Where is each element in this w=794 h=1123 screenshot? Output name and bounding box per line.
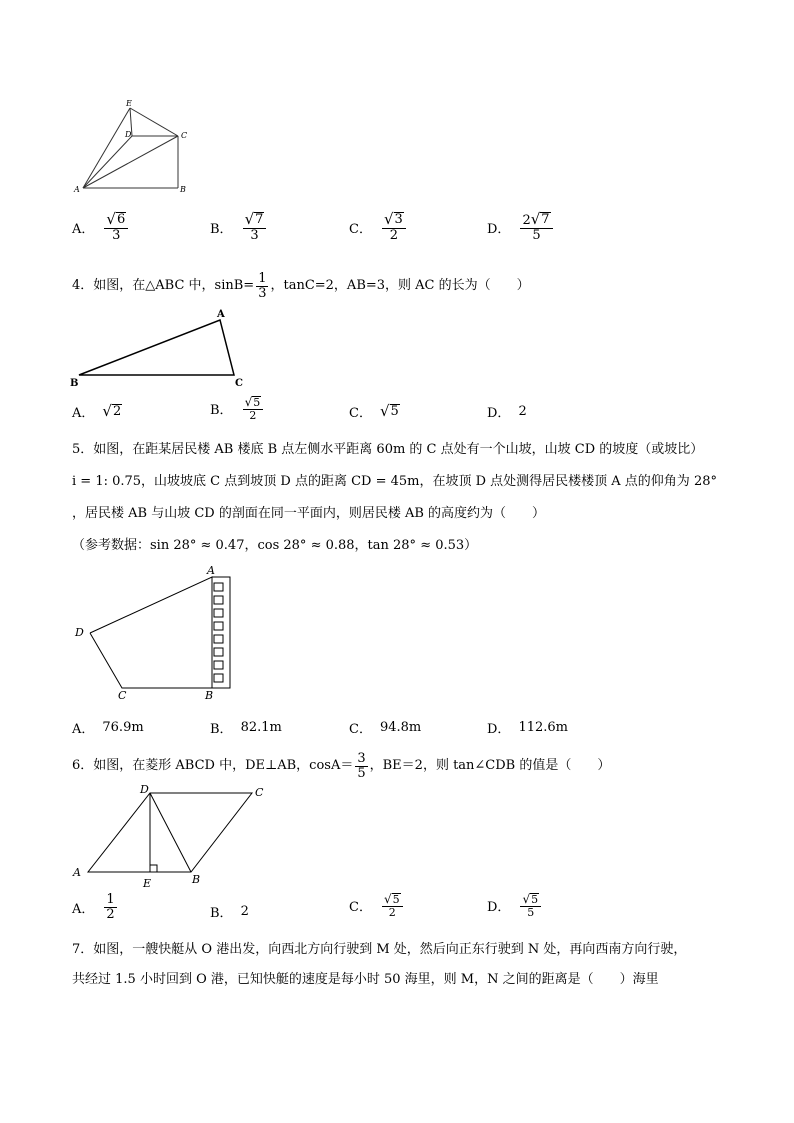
option-letter: D． bbox=[487, 900, 511, 916]
denominator: 3 bbox=[112, 227, 121, 243]
option-value: 76.9m bbox=[102, 720, 144, 735]
radicand: 7 bbox=[541, 212, 550, 227]
option-letter: D． bbox=[487, 406, 511, 421]
label-c: C bbox=[255, 786, 264, 799]
q4-option-d[interactable] bbox=[487, 402, 527, 421]
denominator: 5 bbox=[357, 765, 366, 781]
numerator: 1 bbox=[106, 892, 115, 907]
figure-rhombus bbox=[68, 780, 278, 892]
label-a: A bbox=[207, 564, 215, 577]
q3-option-a[interactable]: A． √ 6 3 bbox=[72, 212, 130, 242]
option-letter: D． bbox=[487, 722, 511, 737]
option-letter: A． bbox=[72, 901, 95, 917]
q7-stem-line2: 共经过 1.5 小时回到 O 港，已知快艇的速度是每小时 50 海里，则 M，N 之间的距离是（ ）海里 bbox=[72, 972, 659, 987]
q5-reference-data: （参考数据：sin 28° ≈ 0.47，cos 28° ≈ 0.88，tan 28° ≈ 0.53） bbox=[72, 538, 478, 553]
radicand: 2 bbox=[112, 403, 122, 419]
radicand: 6 bbox=[116, 212, 126, 227]
q4-stem-part1: 4．如图，在△ABC 中，sinB= bbox=[72, 278, 255, 294]
edge-ac bbox=[83, 136, 178, 188]
radicand: 5 bbox=[253, 396, 261, 409]
denominator: 3 bbox=[258, 285, 267, 301]
q6-option-b[interactable] bbox=[210, 902, 249, 921]
option-letter: C． bbox=[349, 221, 372, 237]
label-b: B bbox=[70, 378, 79, 387]
label-a: A bbox=[74, 185, 80, 194]
q4-option-c[interactable]: C． √ 5 bbox=[349, 401, 399, 421]
figure-pyramid bbox=[70, 98, 195, 196]
q5-stem-line2: i = 1: 0.75，山坡坡底 C 点到坡顶 D 点的距离 CD = 45m，在坡顶 D 点处测得居民楼楼顶 A 点的仰角为 28° bbox=[72, 474, 717, 489]
numerator: 1 bbox=[258, 271, 267, 286]
building bbox=[212, 577, 230, 688]
q4-stem bbox=[72, 272, 530, 300]
label-c: C bbox=[181, 131, 188, 140]
q6-stem bbox=[72, 752, 610, 780]
label-d: D bbox=[140, 783, 149, 796]
option-letter: A． bbox=[72, 221, 95, 237]
option-value: 2 bbox=[518, 404, 527, 419]
q4-option-a[interactable]: A． √ 2 bbox=[72, 401, 122, 421]
q4-stem-part2: ，tanC=2，AB=3，则 AC 的长为（ ） bbox=[270, 278, 530, 294]
denominator: 2 bbox=[388, 906, 396, 920]
q6-option-d[interactable]: D． √ 5 5 bbox=[487, 893, 543, 919]
option-letter: B． bbox=[210, 221, 233, 237]
option-letter: B． bbox=[210, 722, 233, 737]
radicand: 5 bbox=[390, 403, 399, 419]
q6-option-a[interactable] bbox=[72, 893, 119, 921]
radicand: 5 bbox=[531, 893, 539, 906]
label-b: B bbox=[205, 689, 214, 702]
q4-option-b[interactable]: B． √ 5 2 bbox=[210, 396, 265, 422]
denominator: 5 bbox=[532, 227, 541, 243]
q6-stem-part2: ，BE＝2，则 tan∠CDB 的值是（ ） bbox=[369, 758, 611, 774]
denominator: 5 bbox=[527, 906, 535, 920]
denominator: 3 bbox=[250, 227, 259, 243]
q3-option-b[interactable]: B． √ 7 3 bbox=[210, 212, 268, 242]
numerator: 3 bbox=[357, 751, 366, 766]
q5-option-a[interactable] bbox=[72, 718, 144, 737]
q5-option-c[interactable] bbox=[349, 718, 421, 737]
building-windows bbox=[214, 583, 223, 682]
option-value: 82.1m bbox=[240, 720, 282, 735]
q5-stem-line3: ，居民楼 AB 与山坡 CD 的剖面在同一平面内，则居民楼 AB 的高度约为（ ） bbox=[72, 506, 546, 521]
edge-ae bbox=[83, 108, 130, 188]
denominator: 2 bbox=[249, 409, 257, 423]
option-letter: B． bbox=[210, 906, 233, 921]
option-value: 112.6m bbox=[518, 720, 568, 735]
label-d: D bbox=[125, 130, 132, 139]
q5-option-b[interactable] bbox=[210, 718, 282, 737]
q6-option-c[interactable]: C． √ 5 2 bbox=[349, 893, 405, 919]
option-value: 2 bbox=[240, 904, 249, 919]
q3-option-c[interactable]: C． √ 3 2 bbox=[349, 212, 408, 242]
option-letter: C． bbox=[349, 900, 372, 916]
edge-ad bbox=[83, 136, 132, 188]
label-e: E bbox=[126, 99, 132, 108]
edge-ec bbox=[130, 108, 178, 136]
q7-stem-line1: 7．如图，一艘快艇从 O 港出发，向西北方向行驶到 M 处，然后向正东行驶到 N 处，再向西南方向行驶， bbox=[72, 942, 687, 957]
radicand: 5 bbox=[392, 893, 400, 906]
label-a: A bbox=[73, 866, 81, 879]
label-d: D bbox=[75, 626, 84, 639]
option-letter: C． bbox=[349, 406, 372, 421]
option-value: 94.8m bbox=[379, 720, 422, 735]
label-b: B bbox=[180, 185, 186, 194]
option-letter: A． bbox=[72, 406, 95, 421]
label-a: A bbox=[217, 309, 225, 320]
coefficient: 2 bbox=[522, 213, 531, 228]
denominator: 2 bbox=[106, 906, 115, 922]
option-letter: D． bbox=[487, 221, 511, 237]
option-letter: C． bbox=[349, 722, 372, 737]
figure-slope-building bbox=[70, 562, 245, 702]
q6-stem-part1: 6．如图，在菱形 ABCD 中，DE⊥AB，cosA＝ bbox=[72, 758, 354, 774]
option-letter: B． bbox=[210, 403, 233, 419]
q5-option-d[interactable] bbox=[487, 718, 568, 737]
label-c: C bbox=[118, 689, 127, 702]
q5-stem-line1: 5．如图，在距某居民楼 AB 楼底 B 点左侧水平距离 60m 的 C 点处有一个山坡，山坡 CD 的坡度（或坡比） bbox=[72, 442, 704, 457]
right-angle-mark bbox=[150, 865, 157, 872]
slope-outline bbox=[90, 577, 212, 688]
figure-triangle-abc bbox=[68, 305, 258, 387]
radicand: 7 bbox=[255, 212, 264, 227]
option-letter: A． bbox=[72, 722, 95, 737]
label-c: C bbox=[235, 378, 243, 387]
diagonal-db bbox=[150, 793, 191, 872]
q3-option-d[interactable]: D． 2 √ 7 5 bbox=[487, 212, 555, 242]
label-e: E bbox=[143, 877, 152, 890]
radicand: 3 bbox=[394, 212, 403, 227]
denominator: 2 bbox=[389, 227, 399, 243]
label-b: B bbox=[192, 873, 201, 886]
